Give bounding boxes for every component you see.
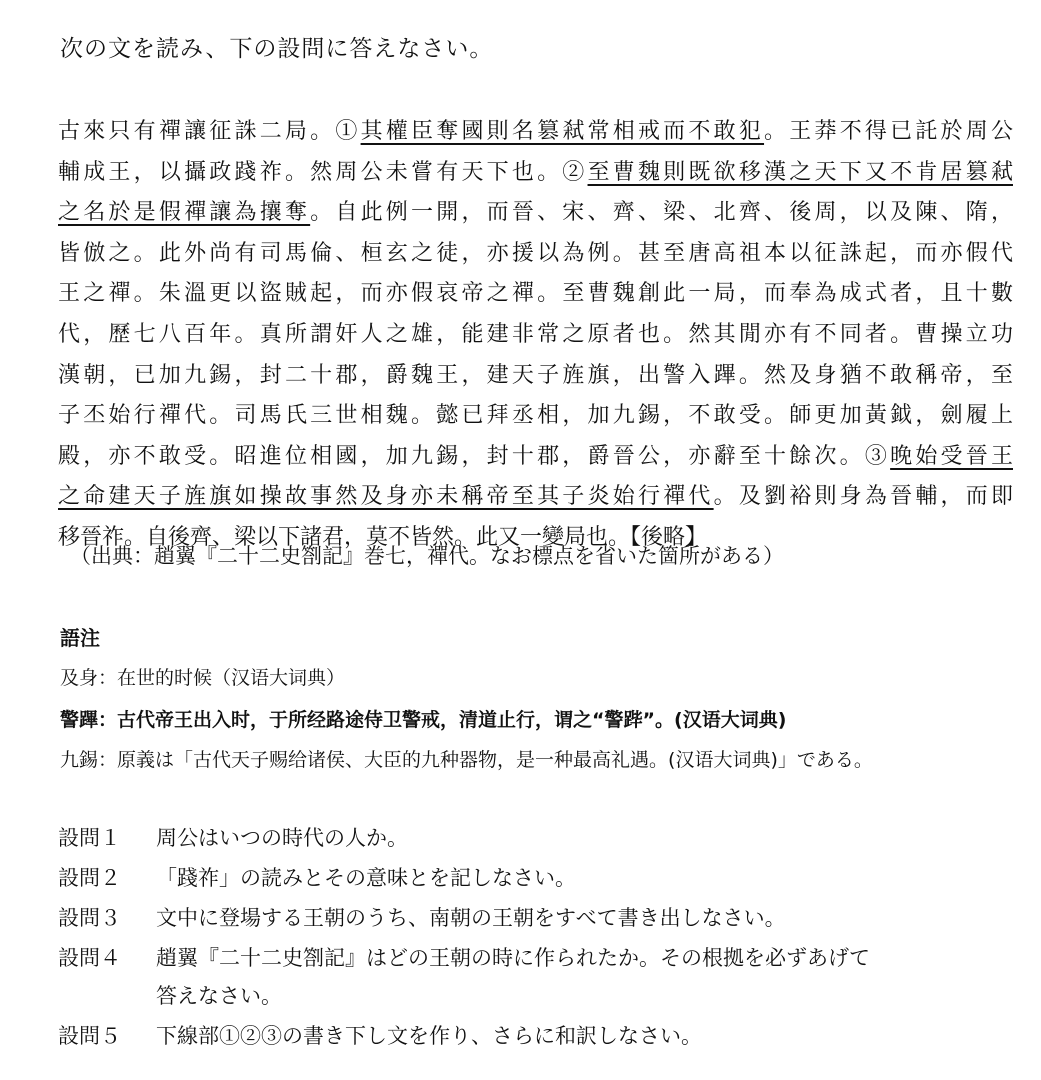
question-text: 「踐祚」の読みとその意味とを記しなさい。 xyxy=(156,866,576,890)
question-text: 下線部①②③の書き下し文を作り、さらに和訳しなさい。 xyxy=(156,1024,702,1048)
note-term: 及身 xyxy=(60,667,99,689)
passage-segment: 殿，亦不敢受。昭進位相國，加九錫，封十郡，爵晉公，亦辭至十餘次。③ xyxy=(58,443,891,469)
passage-segment: 移晉祚。自後齊、梁以下諸君，莫不皆然。此又一變局也。【後略】 xyxy=(58,524,708,550)
question-number: 設問２ xyxy=(58,866,121,890)
passage-line xyxy=(58,396,1013,437)
question xyxy=(58,1020,702,1050)
passage-segment: 王之禪。朱溫更以盜賊起，而亦假哀帝之禪。至曹魏創此一局，而奉為成式者，且十數 xyxy=(58,281,1013,307)
passage-segment: 漢朝，已加九錫，封二十郡，爵魏王，建天子旌旗，出警入蹕。然及身猶不敢稱帝，至 xyxy=(58,362,1013,388)
passage-segment: 子丕始行禪代。司馬氏三世相魏。懿已拜丞相，加九錫，不敢受。師更加黃鉞，劍履上 xyxy=(58,403,1013,429)
question-number: 設問１ xyxy=(58,826,121,850)
passage-line xyxy=(58,356,1013,397)
question-text: 文中に登場する王朝のうち、南朝の王朝をすべて書き出しなさい。 xyxy=(156,906,786,930)
note-text: 古代帝王出入时，于所经路途侍卫警戒，清道止行，谓之“警跸”。(汉语大词典) xyxy=(117,709,787,731)
passage-segment: 。王莽不得已託於周公 xyxy=(764,119,1013,144)
instruction: 次の文を読み、下の設問に答えなさい。 xyxy=(60,36,494,62)
source-citation: （出典：趙翼『二十二史劄記』巻七，禪代。なお標点を省いた箇所がある） xyxy=(70,544,784,568)
passage-line xyxy=(58,477,1013,518)
question-text: 周公はいつの時代の人か。 xyxy=(156,826,408,850)
question-number: 設問４ xyxy=(58,946,121,970)
passage-line xyxy=(58,437,1013,478)
passage-segment: 輔成王，以攝政踐祚。然周公未嘗有天下也。② xyxy=(58,159,588,185)
passage-line xyxy=(58,274,1013,315)
question-text: 趙翼『二十二史劄記』はどの王朝の時に作られたか。その根拠を必ずあげて xyxy=(156,946,870,970)
passage-segment: 。及劉裕則身為晉輔，而即 xyxy=(713,484,1013,510)
question-text: 答えなさい。 xyxy=(156,984,282,1008)
passage xyxy=(58,112,1013,559)
passage-line xyxy=(58,193,1013,234)
note-text: 原義は「古代天子赐给诸侯、大臣的九种器物，是一种最高礼遇。(汉语大词典)」である。 xyxy=(117,749,873,771)
note-item xyxy=(60,745,873,772)
question xyxy=(58,822,408,852)
note-separator: ： xyxy=(98,709,118,731)
question-number: 設問３ xyxy=(58,906,121,930)
note-term: 九錫 xyxy=(60,749,99,771)
underlined-segment: 至曹魏則既欲移漢之天下又不肯居篡弒 xyxy=(587,159,1013,185)
passage-line xyxy=(58,112,1013,153)
passage-line xyxy=(58,315,1013,356)
notes-title: 語注 xyxy=(60,626,100,650)
passage-line xyxy=(58,153,1013,194)
note-text: 在世的时候（汉语大词典） xyxy=(117,667,346,689)
note-separator: ： xyxy=(98,749,118,771)
passage-segment: 。自此例一開，而晉、宋、齊、梁、北齊、後周，以及陳、隋， xyxy=(310,200,1013,226)
underlined-segment: 其權臣奪國則名篡弒常相戒而不敢犯 xyxy=(360,119,765,144)
question-number: 設問５ xyxy=(58,1024,121,1048)
passage-segment: 皆倣之。此外尚有司馬倫、桓玄之徒，亦援以為例。甚至唐高祖本以征誅起，而亦假代 xyxy=(58,240,1013,266)
question xyxy=(58,942,870,972)
note-separator: ： xyxy=(98,667,118,689)
note-term: 警蹕 xyxy=(60,709,99,731)
question xyxy=(58,862,576,892)
underlined-segment: 之命建天子旌旗如操故事然及身亦未稱帝至其子炎始行禪代 xyxy=(58,484,714,510)
note-item xyxy=(60,663,345,690)
underlined-segment: 晚始受晉王 xyxy=(890,443,1013,469)
passage-segment: 古來只有禪讓征誅二局。① xyxy=(58,119,361,144)
underlined-segment: 之名於是假禪讓為攘奪 xyxy=(58,200,311,226)
question xyxy=(58,902,786,932)
passage-segment: 代，歷七八百年。真所謂奸人之雄，能建非常之原者也。然其閒亦有不同者。曹操立功 xyxy=(58,321,1013,347)
question-continuation xyxy=(58,980,282,1010)
passage-line xyxy=(58,234,1013,275)
note-item xyxy=(60,705,786,732)
